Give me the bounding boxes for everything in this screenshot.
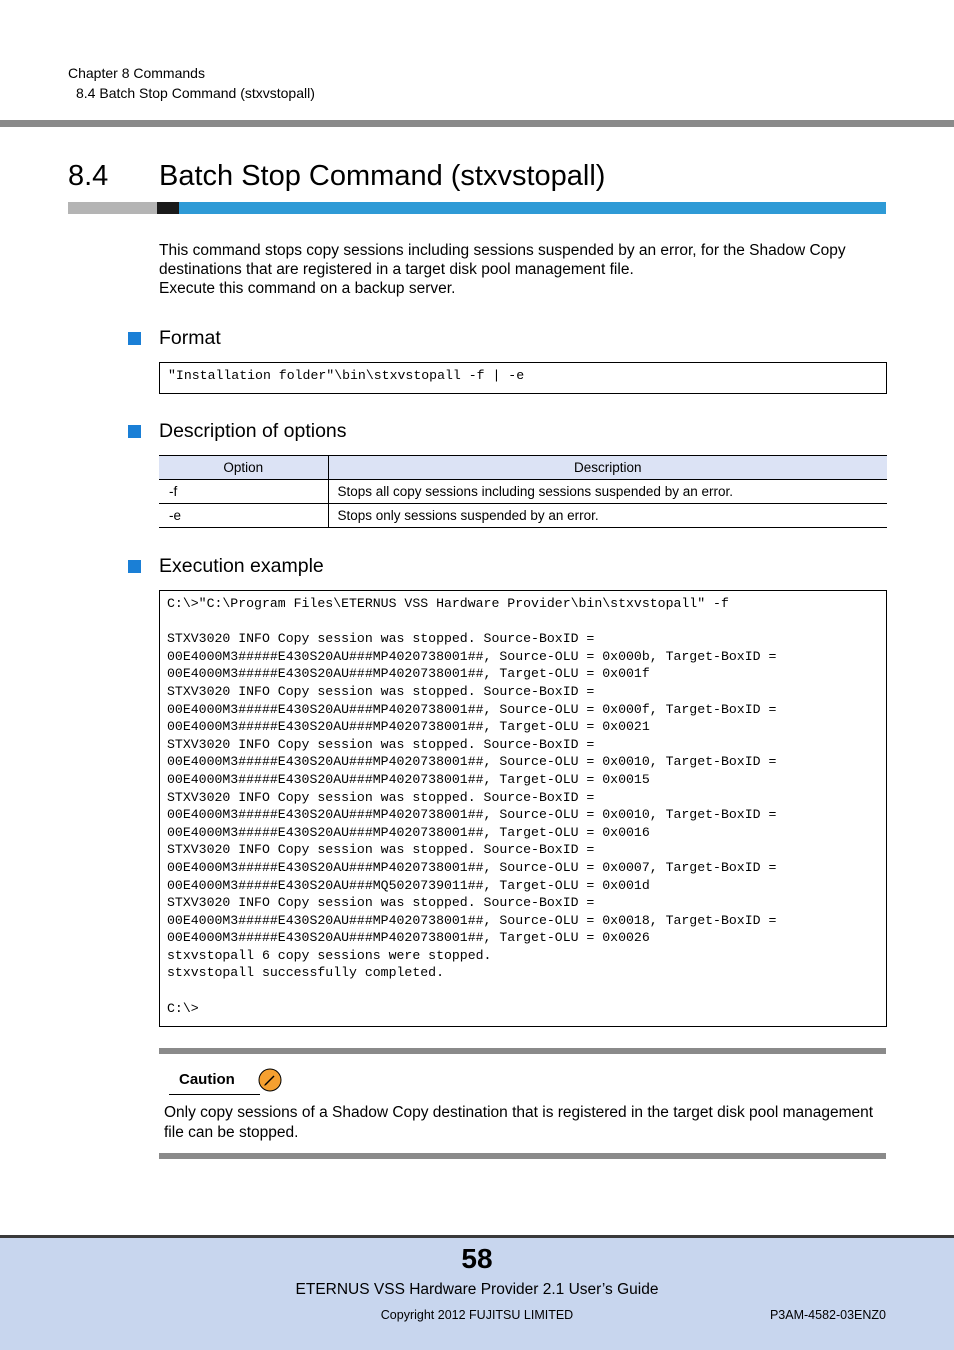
copyright: Copyright 2012 FUJITSU LIMITED	[380, 1308, 574, 1322]
code-line: STXV3020 INFO Copy session was stopped. Source-BoxID =	[167, 683, 595, 699]
table-row	[159, 480, 887, 504]
intro-paragraph	[159, 241, 889, 298]
square-bullet-icon	[128, 332, 141, 345]
code-line: 00E4000M3#####E430S20AU###MP4020738001##, Source-OLU = 0x0010, Target-BoxID =	[167, 754, 777, 770]
caution-label: Caution	[169, 1066, 260, 1095]
section-number: 8.4	[68, 160, 109, 192]
square-bullet-icon	[128, 560, 141, 573]
option-cell: -e	[159, 504, 328, 528]
code-line	[167, 982, 879, 1000]
code-line: 00E4000M3#####E430S20AU###MP4020738001##, Target-OLU = 0x001f	[167, 666, 650, 682]
section-title-bar	[68, 202, 886, 214]
options-table	[159, 455, 887, 528]
code-line: 00E4000M3#####E430S20AU###MP4020738001##, Target-OLU = 0x0021	[167, 719, 650, 735]
section-title	[68, 158, 605, 194]
code-line: C:\>"C:\Program Files\ETERNUS VSS Hardware Provider\bin\stxvstopall" -f	[167, 596, 729, 611]
code-line	[167, 613, 879, 631]
section-title-text: Batch Stop Command (stxvstopall)	[159, 160, 606, 192]
intro-line-1: This command stops copy sessions including sessions suspended by an error, for the Shadow Copy destinations that are registered in a target disk pool management file.	[159, 242, 846, 278]
option-cell: -f	[159, 480, 328, 504]
code-line: 00E4000M3#####E430S20AU###MP4020738001##, Target-OLU = 0x0026	[167, 930, 650, 946]
caution-pencil-icon	[258, 1068, 282, 1092]
description-cell: Stops all copy sessions including sessions suspended by an error.	[328, 480, 887, 504]
header-rule	[0, 120, 954, 127]
code-line: stxvstopall 6 copy sessions were stopped.	[167, 947, 492, 963]
code-line: 00E4000M3#####E430S20AU###MQ5020739011##, Target-OLU = 0x001d	[167, 877, 650, 893]
page-number: 58	[461, 1243, 493, 1274]
header-chapter: Chapter 8 Commands	[68, 65, 205, 81]
document-id: P3AM-4582-03ENZ0	[769, 1308, 886, 1322]
caution-bottom-rule	[159, 1153, 886, 1159]
caution-top-rule	[159, 1048, 886, 1054]
code-line: 00E4000M3#####E430S20AU###MP4020738001##, Source-OLU = 0x000f, Target-BoxID =	[167, 701, 777, 717]
code-line: 00E4000M3#####E430S20AU###MP4020738001##, Source-OLU = 0x0018, Target-BoxID =	[167, 912, 777, 928]
example-code-box	[159, 590, 887, 1027]
column-header-description: Description	[328, 456, 887, 480]
code-line: 00E4000M3#####E430S20AU###MP4020738001##, Source-OLU = 0x0007, Target-BoxID =	[167, 859, 777, 875]
intro-line-2: Execute this command on a backup server.	[159, 280, 456, 297]
description-cell: Stops only sessions suspended by an error.	[328, 504, 887, 528]
table-row	[159, 504, 887, 528]
code-line: 00E4000M3#####E430S20AU###MP4020738001##, Target-OLU = 0x0015	[167, 771, 650, 787]
header-section: 8.4 Batch Stop Command (stxvstopall)	[76, 85, 315, 101]
code-line: 00E4000M3#####E430S20AU###MP4020738001##, Source-OLU = 0x0010, Target-BoxID =	[167, 807, 777, 823]
square-bullet-icon	[128, 425, 141, 438]
code-line: 00E4000M3#####E430S20AU###MP4020738001##, Target-OLU = 0x0016	[167, 824, 650, 840]
format-code-box: "Installation folder"\bin\stxvstopall -f | -e	[159, 362, 887, 394]
code-line: C:\>	[167, 1000, 199, 1016]
code-line: STXV3020 INFO Copy session was stopped. Source-BoxID =	[167, 895, 595, 911]
code-line: STXV3020 INFO Copy session was stopped. Source-BoxID =	[167, 631, 595, 647]
code-line: STXV3020 INFO Copy session was stopped. Source-BoxID =	[167, 842, 595, 858]
running-header	[68, 63, 315, 103]
code-line: STXV3020 INFO Copy session was stopped. Source-BoxID =	[167, 789, 595, 805]
code-line: 00E4000M3#####E430S20AU###MP4020738001##, Source-OLU = 0x000b, Target-BoxID =	[167, 648, 777, 664]
code-line: STXV3020 INFO Copy session was stopped. Source-BoxID =	[167, 736, 595, 752]
code-line: stxvstopall successfully completed.	[167, 965, 444, 981]
column-header-option: Option	[159, 456, 328, 480]
table-header-row	[159, 456, 887, 480]
caution-text: Only copy sessions of a Shadow Copy destination that is registered in the target disk pool management file can be stopped.	[164, 1104, 874, 1141]
guide-title: ETERNUS VSS Hardware Provider 2.1 User’s Guide	[295, 1281, 659, 1298]
